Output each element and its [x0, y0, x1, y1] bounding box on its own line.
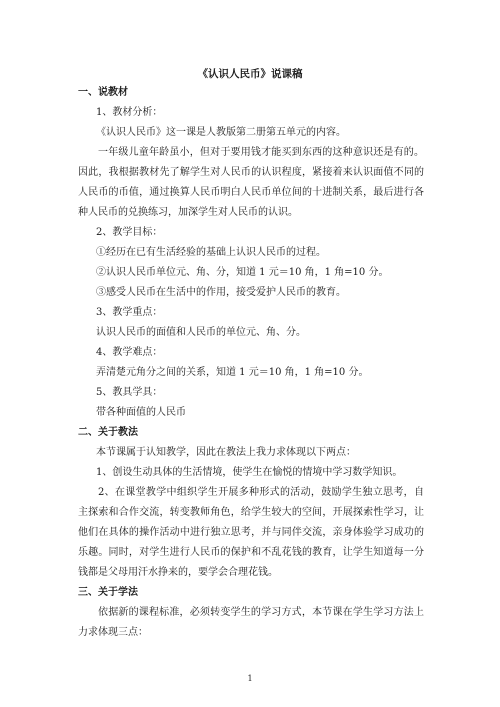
document-title: 《认识人民币》说课稿: [197, 68, 303, 80]
teaching-focus-text: 认识人民币的面值和人民币的单位元、角、分。: [96, 327, 306, 338]
subheading-teaching-aids: 5、教具学具：: [96, 387, 163, 398]
subheading-teaching-focus: 3、教学重点：: [96, 307, 163, 318]
paragraph-method-point-1: 1、创设生动具体的生活情境，使学生在愉悦的情境中学习数学知识。: [96, 467, 403, 478]
subheading-material-analysis: 1、教材分析：: [96, 107, 163, 118]
section-heading-teaching-material: 一、说教材: [78, 87, 128, 98]
goal-item-3: ③感受人民币在生活中的作用，接受爱护人民币的教育。: [96, 287, 346, 298]
goal-item-1: ①经历在已有生活经验的基础上认识人民币的过程。: [96, 247, 326, 258]
paragraph-method-intro: 本节课属于认知教学，因此在教法上我力求体现以下两点：: [96, 447, 356, 458]
paragraph-method-point-2: 2、在课堂教学中组织学生开展多种形式的活动，鼓励学生独立思考，自主探索和合作交流，转变教师角色，给学生较大的空间，开展探索性学习，让他们在具体的操作活动中进行独立思考，并与同伴交流，亲身体验学习成功的乐趣。同时，对学生进行人民币的保护和不乱花钱的教育，让学生知道每一分钱都是父母用汗水挣来的，要学会合理花钱。: [78, 487, 424, 578]
paragraph-learning-method: 依据新的课程标准，必须转变学生的学习方式，本节课在学生学习方法上力求体现三点：: [78, 607, 424, 638]
section-heading-teaching-method: 二、关于教法: [78, 427, 138, 438]
page-number: 1: [247, 674, 253, 683]
paragraph-lesson-source: 《认识人民币》这一课是人教版第二册第五单元的内容。: [96, 127, 346, 138]
section-heading-learning-method: 三、关于学法: [78, 587, 138, 598]
paragraph-material-analysis: 一年级儿童年龄虽小，但对于要用钱才能买到东西的这种意识还是有的。因此，我根据教材先了解学生对人民币的认识程度，紧接着来认识面值不同的人民币的币值，通过换算人民币明白人民币单位间的十进制关系，最后进行各种人民币的兑换练习，加深学生对人民币的认识。: [78, 147, 424, 218]
subheading-teaching-goals: 2、教学目标：: [96, 227, 163, 238]
goal-item-2: ②认识人民币单位元、角、分，知道 1 元＝10 角，1 角=10 分。: [96, 267, 389, 278]
teaching-difficulty-text: 弄清楚元角分之间的关系，知道 1 元＝10 角，1 角=10 分。: [96, 367, 369, 378]
subheading-teaching-difficulty: 4、教学难点：: [96, 347, 163, 358]
teaching-aids-text: 带各种面值的人民币: [96, 407, 186, 418]
